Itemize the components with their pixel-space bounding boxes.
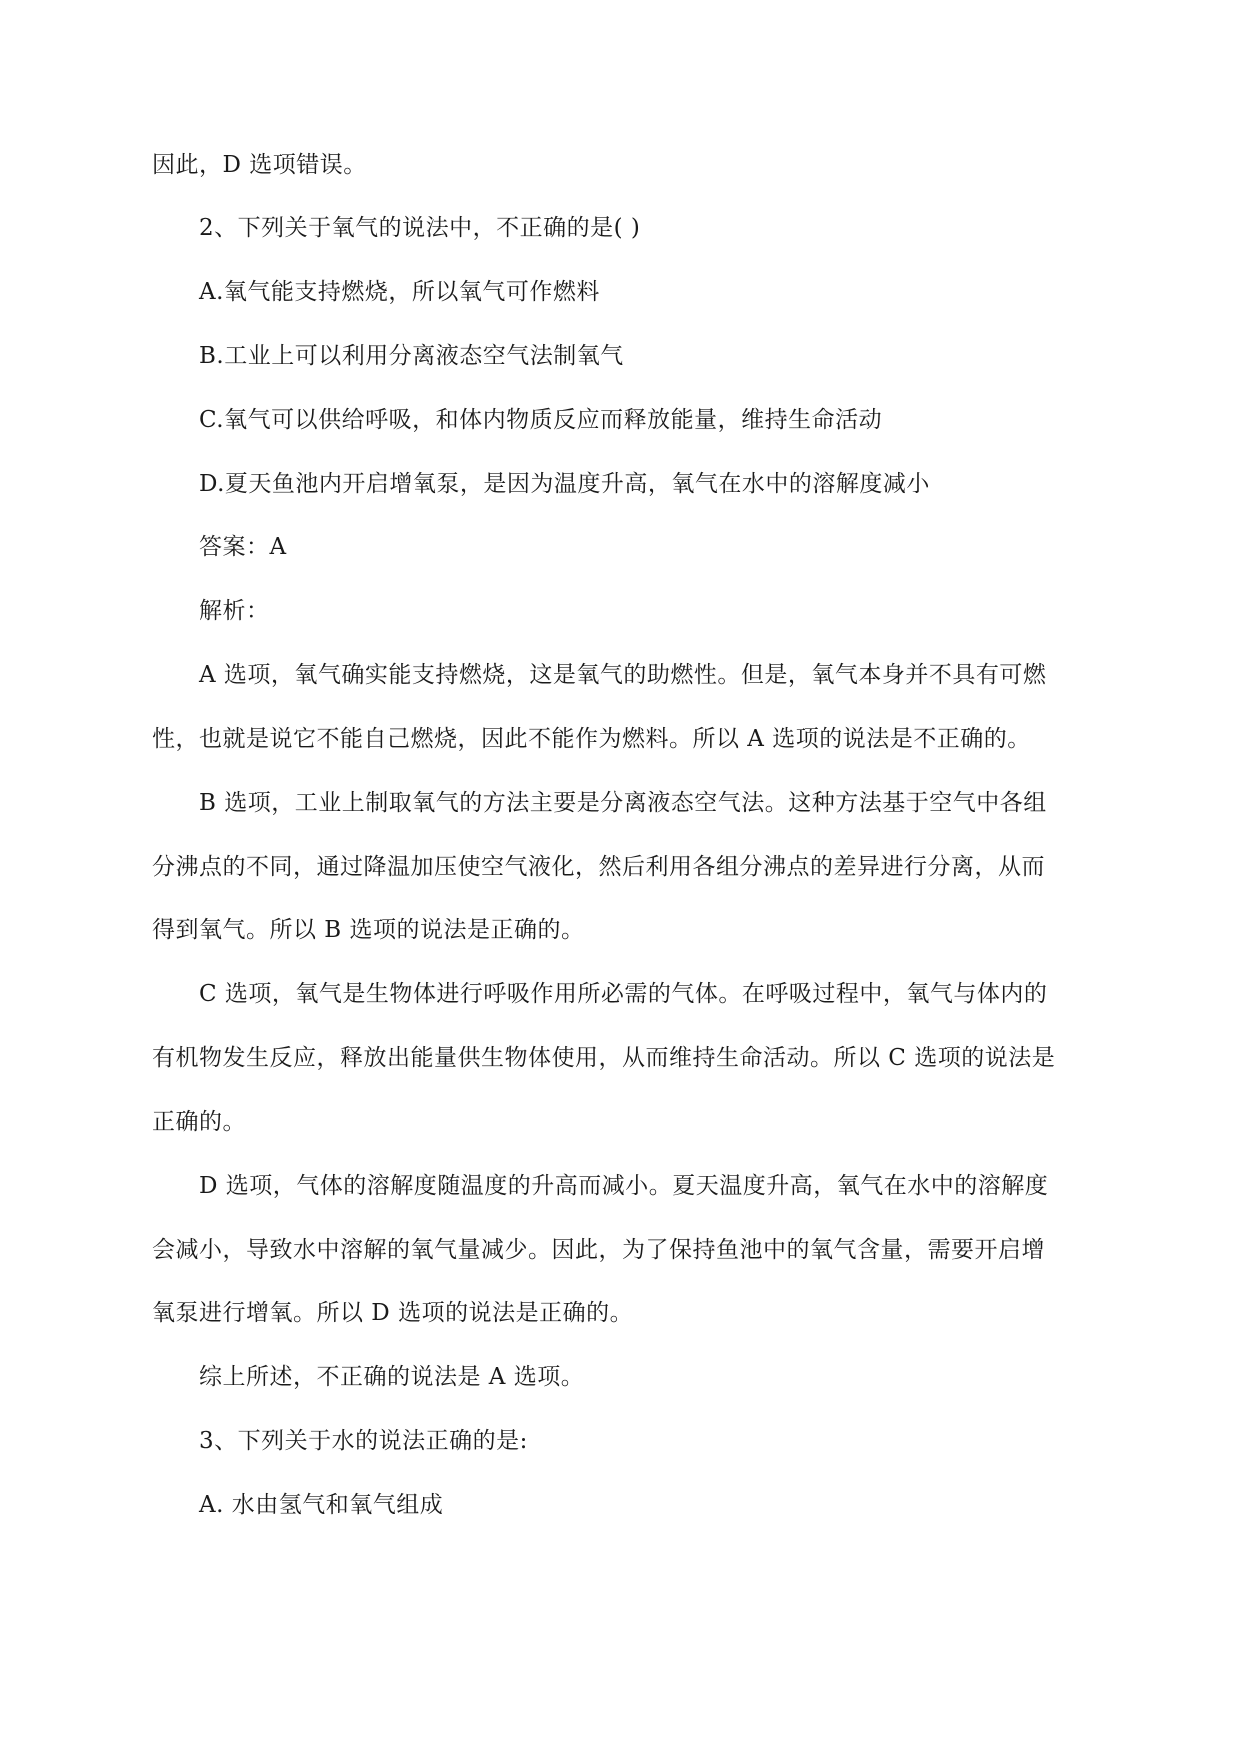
answer-line: 答案：A [199,534,287,560]
analysis-c-line-3: 正确的。 [152,1109,246,1135]
analysis-b-line-2: 分沸点的不同，通过降温加压使空气液化，然后利用各组分沸点的差异进行分离，从而 [152,854,1045,880]
analysis-a-line-2: 性，也就是说它不能自己燃烧，因此不能作为燃料。所以 A 选项的说法是不正确的。 [152,726,1031,752]
question-2-stem: 2、下列关于氧气的说法中，不正确的是( ) [199,215,641,241]
question-2-option-c: C.氧气可以供给呼吸，和体内物质反应而释放能量，维持生命活动 [199,407,883,433]
question-2-option-d: D.夏天鱼池内开启增氧泵，是因为温度升高，氧气在水中的溶解度减小 [199,471,930,497]
text-line: 因此，D 选项错误。 [152,152,367,178]
analysis-d-line-1: D 选项，气体的溶解度随温度的升高而减小。夏天温度升高，氧气在水中的溶解度 [199,1173,1049,1199]
analysis-a-line-1: A 选项，氧气确实能支持燃烧，这是氧气的助燃性。但是，氧气本身并不具有可燃 [199,662,1047,688]
question-3-option-a: A. 水由氢气和氧气组成 [199,1492,444,1518]
analysis-d-line-3: 氧泵进行增氧。所以 D 选项的说法是正确的。 [152,1300,634,1326]
question-2-option-b: B.工业上可以利用分离液态空气法制氧气 [199,343,624,369]
analysis-c-line-1: C 选项，氧气是生物体进行呼吸作用所必需的气体。在呼吸过程中，氧气与体内的 [199,981,1048,1007]
analysis-d-line-2: 会减小，导致水中溶解的氧气量减少。因此，为了保持鱼池中的氧气含量，需要开启增 [152,1237,1045,1263]
question-2-option-a: A.氧气能支持燃烧，所以氧气可作燃料 [199,279,600,305]
analysis-b-line-1: B 选项，工业上制取氧气的方法主要是分离液态空气法。这种方法基于空气中各组 [199,790,1047,816]
analysis-c-line-2: 有机物发生反应，释放出能量供生物体使用，从而维持生命活动。所以 C 选项的说法是 [152,1045,1056,1071]
question-3-stem: 3、下列关于水的说法正确的是: [199,1428,528,1454]
analysis-b-line-3: 得到氧气。所以 B 选项的说法是正确的。 [152,917,585,943]
summary-line: 综上所述，不正确的说法是 A 选项。 [199,1364,585,1390]
analysis-heading: 解析： [199,598,270,624]
